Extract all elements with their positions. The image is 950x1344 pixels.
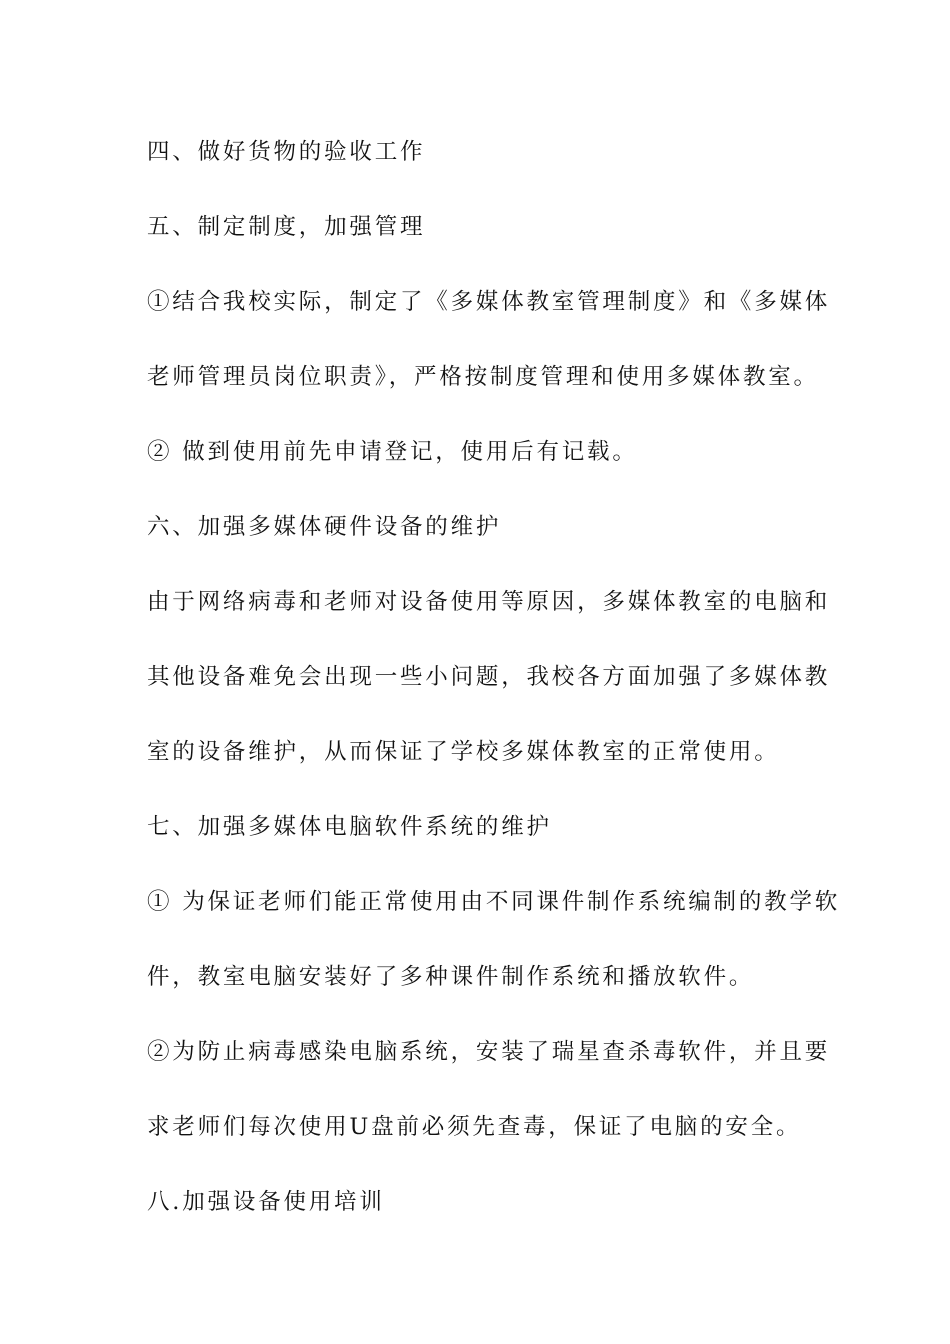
paragraph-line: 其他设备难免会出现一些小问题，我校各方面加强了多媒体教 — [147, 664, 831, 690]
section-heading-rules: 五、制定制度，加强管理 — [147, 214, 426, 240]
section-heading-software: 七、加强多媒体电脑软件系统的维护 — [147, 814, 552, 840]
paragraph-line: ① 为保证老师们能正常使用由不同课件制作系统编制的教学软 — [147, 889, 841, 915]
paragraph-line: 由于网络病毒和老师对设备使用等原因，多媒体教室的电脑和 — [147, 589, 831, 615]
paragraph-line: ② 做到使用前先申请登记，使用后有记载。 — [147, 439, 638, 465]
paragraph-line: 件，教室电脑安装好了多种课件制作系统和播放软件。 — [147, 964, 755, 990]
paragraph-line: ①结合我校实际，制定了《多媒体教室管理制度》和《多媒体 — [147, 289, 831, 315]
section-heading-acceptance: 四、做好货物的验收工作 — [147, 139, 426, 165]
paragraph-line: ②为防止病毒感染电脑系统，安装了瑞星查杀毒软件，并且要 — [147, 1039, 831, 1065]
section-heading-hardware: 六、加强多媒体硬件设备的维护 — [147, 514, 502, 540]
section-heading-training: 八.加强设备使用培训 — [147, 1189, 385, 1215]
paragraph-line: 求老师们每次使用U盘前必须先查毒，保证了电脑的安全。 — [147, 1114, 802, 1140]
document-body — [147, 126, 841, 1251]
paragraph-line: 老师管理员岗位职责》，严格按制度管理和使用多媒体教室。 — [147, 364, 819, 390]
paragraph-line: 室的设备维护，从而保证了学校多媒体教室的正常使用。 — [147, 739, 780, 765]
